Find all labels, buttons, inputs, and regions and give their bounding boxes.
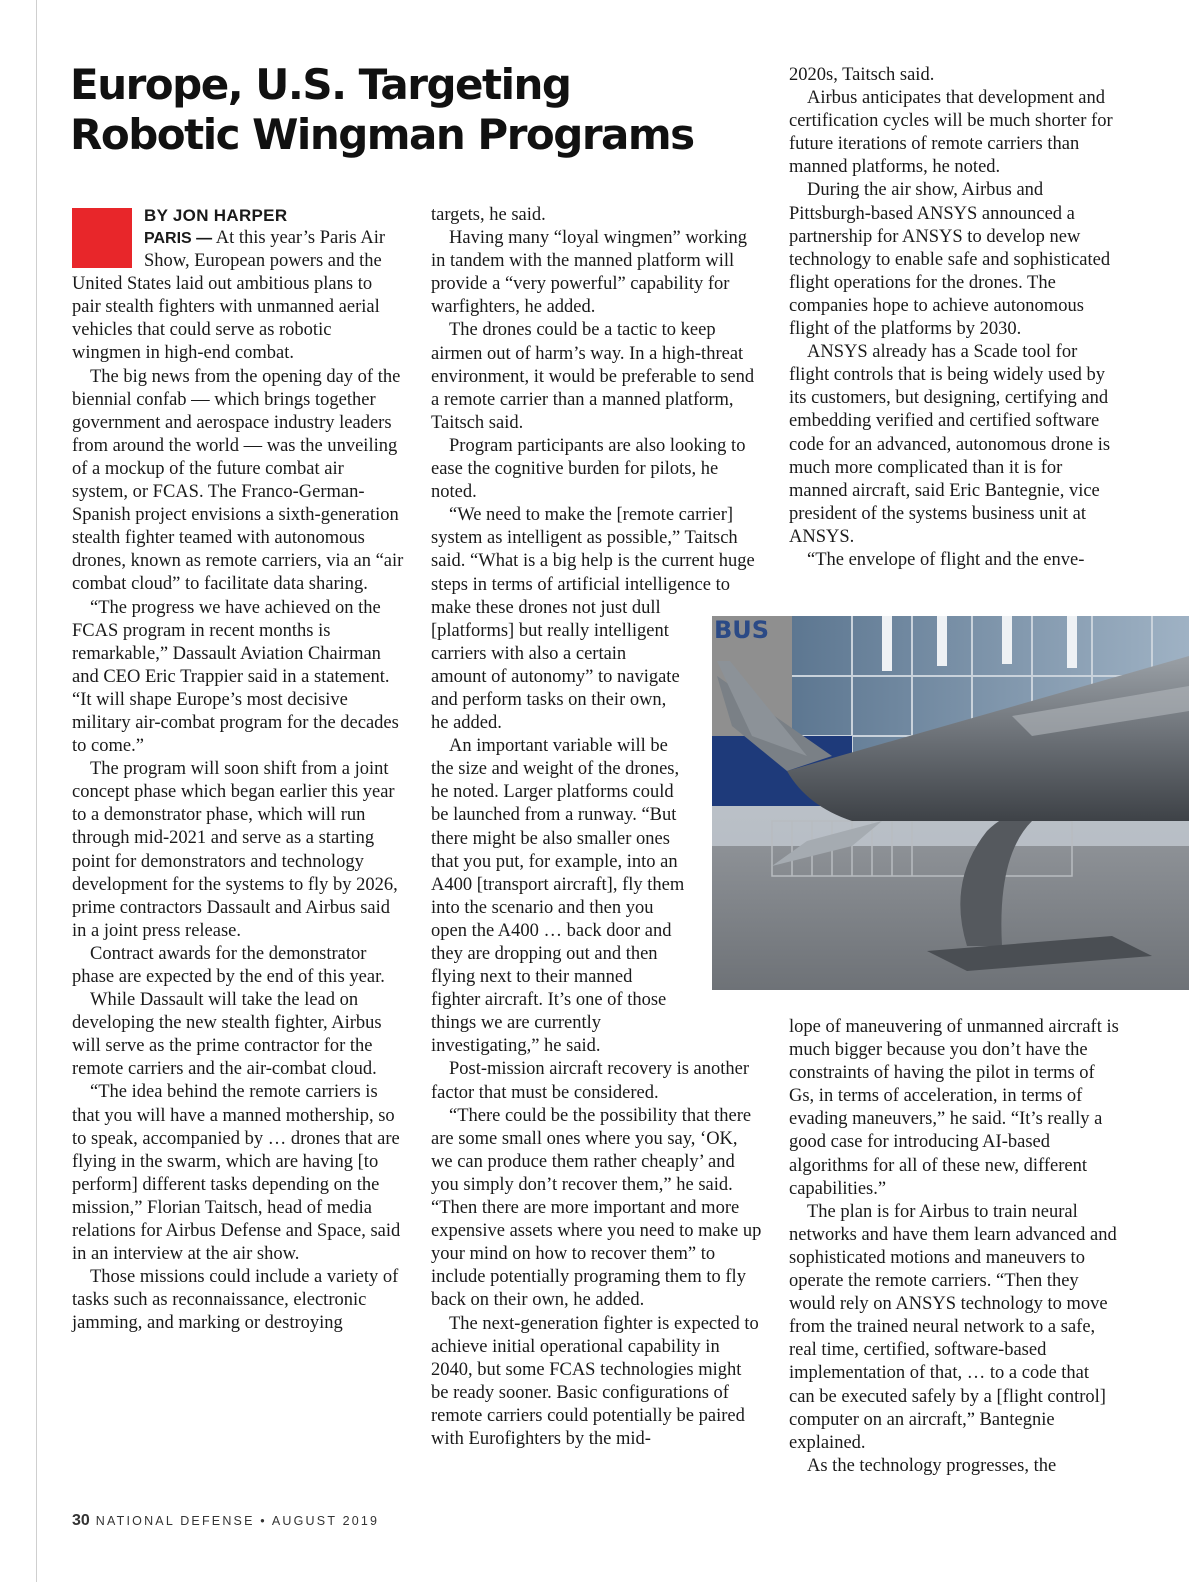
paragraph: Having many “loyal wingmen” working in tandem with the manned platform will provide a “very powerful” capability for warfighters, he added. <box>431 228 747 318</box>
paragraph: During the air show, Airbus and Pittsburgh-based ANSYS announced a partnership for ANSYS to develop new technology to enable safe and sophisticated flight operations for the drones. The companies hope to achieve autonomous flight of the platforms by 2030. <box>789 180 1111 340</box>
tarmac <box>712 846 1189 990</box>
paragraph: Contract awards for the demonstrator phase are expected by the end of this year. <box>72 943 385 987</box>
dateline: PARIS — <box>144 230 213 247</box>
red-square-initial <box>72 208 132 268</box>
paragraph: The program will soon shift from a joint concept phase which began earlier this year to a demonstrator phase, which will run through mid-2021 and serve as a starting point for demonstrators and technology development for the systems to fly by 2026, prime contractors Dassault and Airbus said in a joint press release. <box>72 759 398 941</box>
paragraph-text: At this year’s Paris Air Show, European powers and the United States laid out ambitious plans to pair stealth fighters with unmanned aerial vehicles that could serve as robotic wingmen in high-end combat. <box>72 228 385 364</box>
paragraph: Program participants are also looking to ease the cognitive burden for pilots, he noted. <box>431 435 746 503</box>
paragraph: 2020s, Taitsch said. <box>789 65 935 85</box>
headline <box>70 60 770 160</box>
paragraph: While Dassault will take the lead on developing the new stealth fighter, Airbus will serve as the prime contractor for the remote carriers and the air-combat cloud. <box>72 990 382 1080</box>
paragraph: Those missions could include a variety of tasks such as reconnaissance, electronic jamming, and marking or destroying <box>72 1267 399 1334</box>
paragraph: The drones could be a tactic to keep airmen out of harm’s way. In a high-threat environment, it would be preferable to send a remote carrier than a manned platform, Taitsch said. <box>431 320 755 433</box>
page-edge-rule <box>36 0 37 1582</box>
publication-info: NATIONAL DEFENSE • AUGUST 2019 <box>95 1514 380 1528</box>
article-column-3-bottom <box>789 1016 1119 1478</box>
paragraph: An important variable will be the size and weight of the drones, he noted. Larger platforms could be launched from a runway. “But there might be also smaller ones that you put, for example, into an A400 [transport aircraft], fly them into the scenario and then you open the A400 … back door and they are dropping out and then flying next to their manned fighter aircraft. It’s one of those things we are currently investigating,” he said. <box>431 736 685 1057</box>
paragraph: “We need to make the [remote carrier] system as intelligent as possible,” Taitsch said. “What is a big help is the current huge steps in terms of artificial intelligence to make these drones not just dull [platforms] but really intelligent carriers with also a certain amount of autonomy” to navigate and perform tasks on their own, he added. <box>431 505 755 734</box>
paragraph: “There could be the possibility that there are some small ones where you say, ‘OK, we can produce them rather cheaply’ and you simply don’t recover them,” he said. “Then there are more important and more expensive assets where you need to make up your mind on how to recover them” to include potentially programing them to fly back on their own, he added. <box>431 1105 762 1311</box>
paragraph: Airbus anticipates that development and certification cycles will be much shorter for future iterations of remote carriers than manned platforms, he noted. <box>789 88 1113 178</box>
paragraph: “The progress we have achieved on the FCAS program in recent months is remarkable,” Dassault Aviation Chairman and CEO Eric Trappier said in a statement. “It will shape Europe’s most decisive military air-combat program for the decades to come.” <box>72 597 399 757</box>
paragraph: targets, he said. <box>431 205 546 225</box>
paragraph: As the technology progresses, the <box>807 1455 1057 1476</box>
page-footer <box>72 1512 379 1530</box>
paragraph: “The idea behind the remote carriers is that you will have a manned mothership, so to speak, accompanied by … drones that are flying in the swarm, which are having [to perform] different tasks depending on the mission,” Florian Taitsch, head of media relations for Airbus Defense and Space, said in an interview at the air show. <box>72 1082 401 1265</box>
article-column-1 <box>72 204 404 1336</box>
paragraph: The next-generation fighter is expected to achieve initial operational capability in 2040, but some FCAS technologies might be ready sooner. Basic configurations of remote carriers could potentially be paired with Eurofighters by the mid- <box>431 1313 759 1449</box>
byline: BY JON HARPER <box>144 206 288 225</box>
photo-illustration <box>712 616 1189 990</box>
paragraph: lope of maneuvering of unmanned aircraft is much bigger because you don’t have the constraints of having the pilot in terms of Gs, in terms of acceleration, in terms of evading maneuvers,” he said. “It’s really a good case for introducing AI-based algorithms for all of these new, different capabilities.” <box>789 1017 1119 1199</box>
drone-mockup-photo <box>712 616 1189 990</box>
headline-line-2: Robotic Wingman Programs <box>70 110 694 159</box>
paragraph: The big news from the opening day of the biennial confab — which brings together government and aerospace industry leaders from around the world — was the unveiling of a mockup of the future combat air system, or FCAS. The Franco-German-Spanish project envisions a sixth-generation stealth fighter teamed with autonomous drones, known as remote carriers, via an “air combat cloud” to facilitate data sharing. <box>72 366 404 595</box>
paragraph: The plan is for Airbus to train neural networks and have them learn advanced and sophisticated motions and maneuvers to operate the remote carriers. “Then they would rely on ANSYS technology to move from the trained neural network to a safe, real time, certified, software-based implementation of that, … to a code that can be executed safely by a [flight control] computer on an aircraft,” Bantegnie explained. <box>789 1201 1117 1453</box>
paragraph: Post-mission aircraft recovery is another factor that must be considered. <box>431 1059 750 1103</box>
paragraph: “The envelope of flight and the enve- <box>807 549 1085 570</box>
airbus-sign-text: BUS <box>714 616 770 644</box>
headline-line-1: Europe, U.S. Targeting <box>70 60 571 109</box>
article-column-3-top <box>789 64 1119 572</box>
paragraph: ANSYS already has a Scade tool for flight controls that is being widely used by its customers, but designing, certifying and embedding verified and certified software code for an advanced, autonomous drone is much more complicated than it is for manned aircraft, said Eric Bantegnie, vice president of the systems business unit at ANSYS. <box>789 342 1111 547</box>
page-number: 30 <box>72 1512 90 1529</box>
